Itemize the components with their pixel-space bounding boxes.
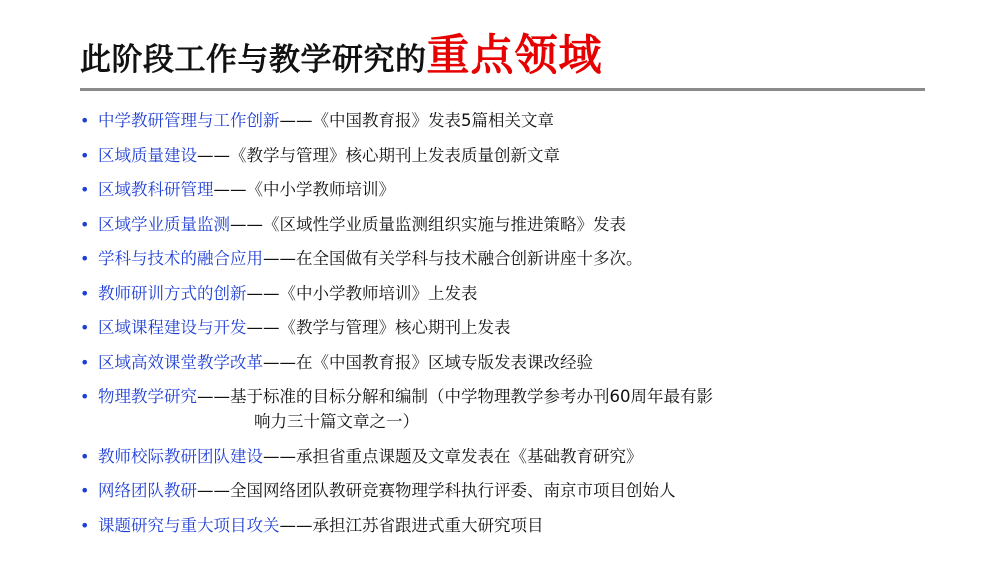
list-item (80, 281, 940, 306)
item-detail: ——基于标准的目标分解和编制（中学物理教学参考办刊60周年最有影 (197, 387, 713, 406)
list-item (80, 513, 940, 538)
item-topic: 教师校际教研团队建设 (98, 446, 263, 466)
list-item (80, 108, 940, 133)
item-topic: 课题研究与重大项目攻关 (98, 515, 280, 535)
item-detail: ——在全国做有关学科与技术融合创新讲座十多次。 (263, 249, 643, 268)
bullet-icon: • (80, 249, 90, 268)
title-main-text: 此阶段工作与教学研究的 (80, 42, 427, 78)
bullet-icon: • (80, 481, 90, 500)
list-item (80, 246, 940, 271)
bullet-icon: • (80, 515, 90, 535)
item-topic: 物理教学研究 (98, 387, 197, 406)
item-detail-continuation: 响力三十篇文章之一） (254, 412, 419, 431)
bullet-icon: • (80, 145, 90, 165)
item-detail: ——《中小学教师培训》 (213, 180, 395, 199)
bullet-icon: • (80, 387, 90, 406)
item-topic: 网络团队教研 (98, 481, 197, 500)
item-detail: ——《教学与管理》核心期刊上发表 (246, 318, 511, 337)
list-item (80, 315, 940, 340)
bullet-icon: • (80, 352, 90, 372)
bullet-icon: • (80, 180, 90, 199)
item-topic: 中学教研管理与工作创新 (98, 111, 280, 130)
item-detail: ——《中小学教师培训》上发表 (246, 283, 478, 303)
list-item (80, 384, 940, 434)
item-topic: 区域教科研管理 (98, 180, 214, 199)
bullet-icon: • (80, 318, 90, 337)
bullet-icon: • (80, 111, 90, 130)
list-item (80, 212, 940, 237)
item-detail: ——《教学与管理》核心期刊上发表质量创新文章 (197, 145, 560, 165)
title-divider (80, 88, 925, 91)
list-item (80, 143, 940, 168)
item-topic: 区域质量建设 (98, 145, 197, 165)
list-item (80, 177, 940, 202)
item-detail: ——在《中国教育报》区域专版发表课改经验 (263, 352, 593, 372)
item-topic: 区域高效课堂教学改革 (98, 352, 263, 372)
item-detail: ——承担省重点课题及文章发表在《基础教育研究》 (263, 446, 643, 466)
list-item (80, 478, 940, 503)
bullet-icon: • (80, 446, 90, 466)
item-detail: ——《中国教育报》发表5篇相关文章 (279, 111, 554, 130)
item-detail: ——承担江苏省跟进式重大研究项目 (279, 515, 544, 535)
title-accent-text: 重点领域 (426, 31, 603, 81)
item-topic: 区域课程建设与开发 (98, 318, 247, 337)
item-detail: ——《区域性学业质量监测组织实施与推进策略》发表 (230, 214, 626, 234)
bullet-icon: • (80, 214, 90, 234)
list-item (80, 444, 940, 469)
item-detail: ——全国网络团队教研竞赛物理学科执行评委、南京市项目创始人 (197, 481, 676, 500)
list-item (80, 350, 940, 375)
item-topic: 学科与技术的融合应用 (98, 249, 263, 268)
item-topic: 教师研训方式的创新 (98, 283, 247, 303)
slide-title (80, 22, 603, 82)
focus-area-list (80, 108, 940, 547)
item-topic: 区域学业质量监测 (98, 214, 230, 234)
bullet-icon: • (80, 283, 90, 303)
